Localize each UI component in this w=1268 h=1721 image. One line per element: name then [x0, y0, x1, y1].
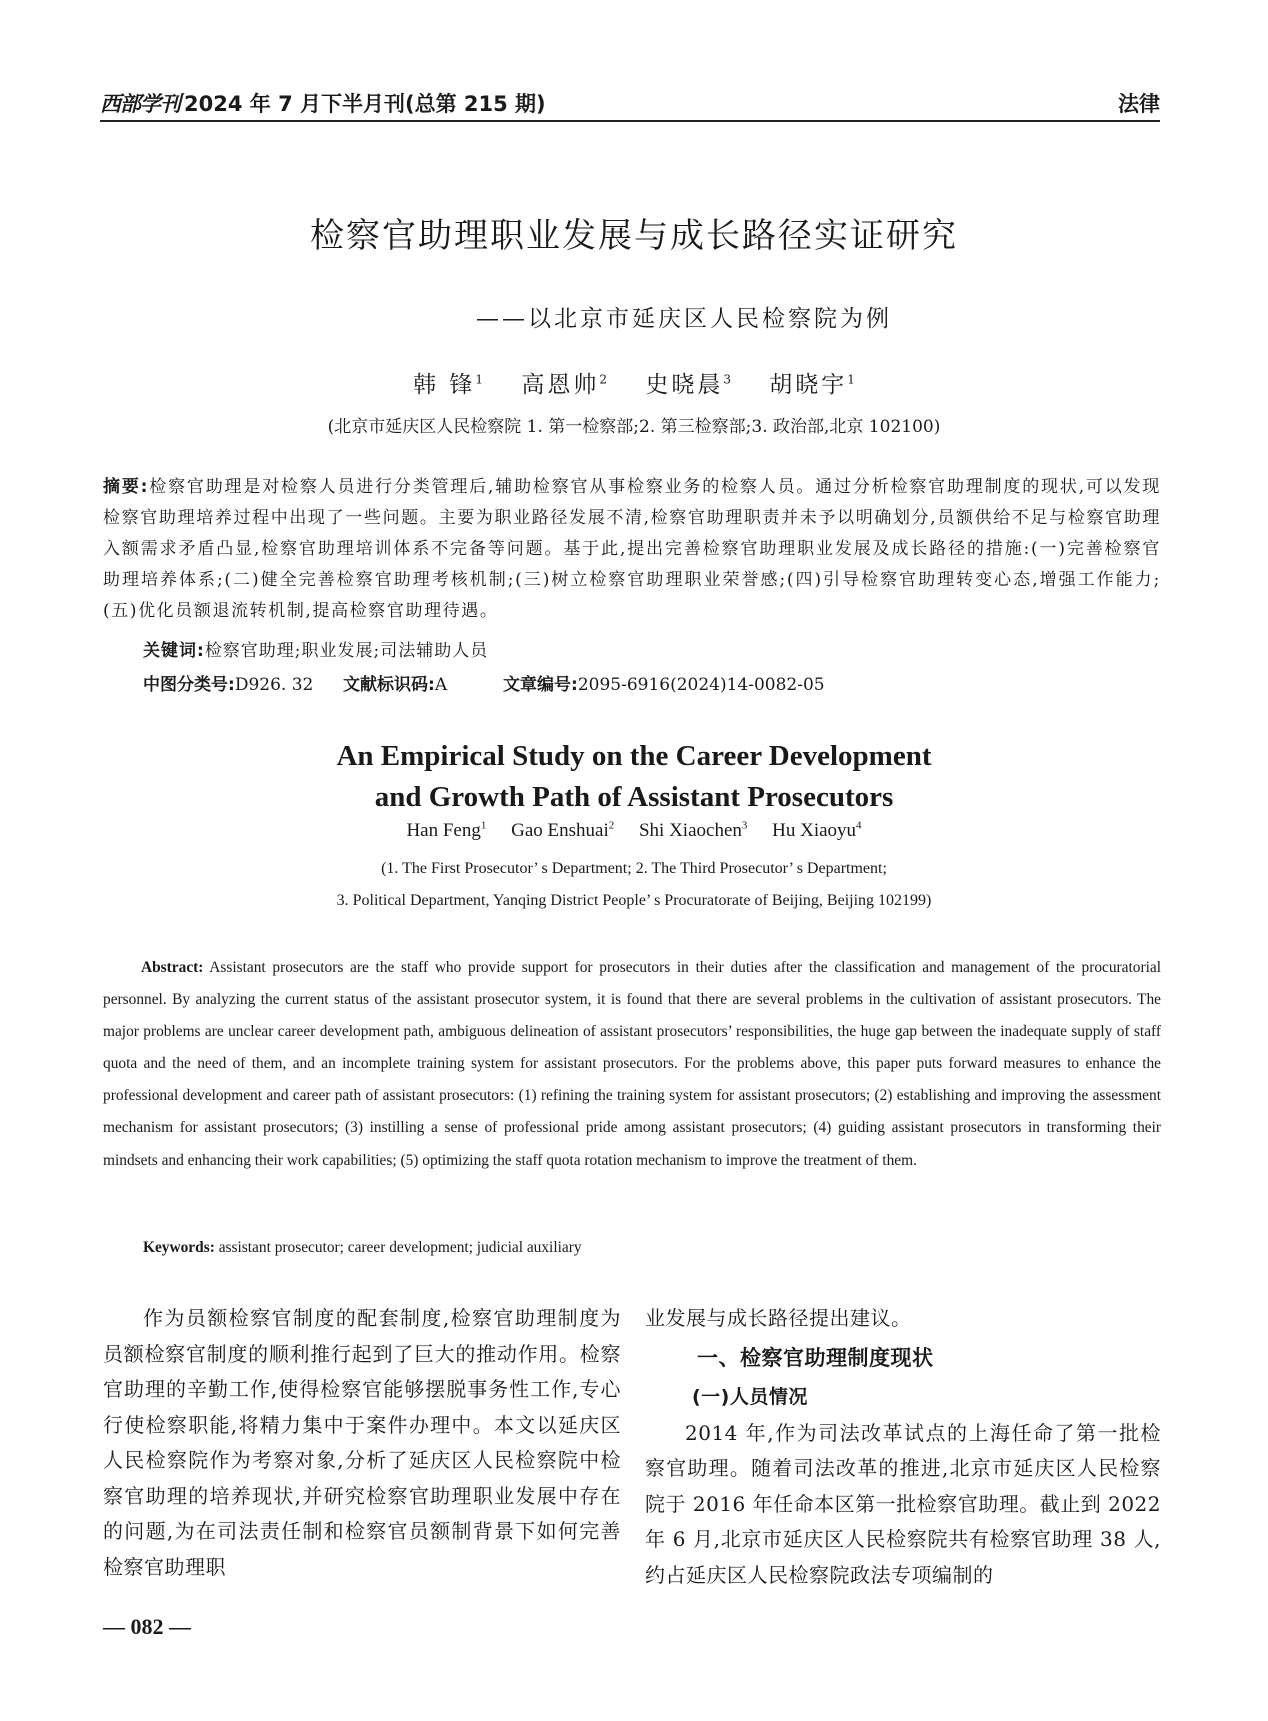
- author: Hu Xiaoyu$^4$: [772, 820, 862, 842]
- article-number-field: 文章编号:2095-6916(2024)14-0082-05: [503, 675, 825, 695]
- abstract-text: Assistant prosecutors are the staff who provide support for prosecutors in their duties after the classification and management of the procuratorial personnel. By analyzing the current status of the assistant prosecutor system, it is found that there are several problems in the cultivation of assistant prosecutors. The major problems are unclear career development path, ambiguous delineation of assistant prosecutors’ responsibilities, the huge gap between the inadequate supply of staff quota and the need of them, and an incomplete training system for assistant prosecutors. For the problems above, this paper puts forward measures to enhance the professional development and career path of assistant prosecutors: (1) refining the training system for assistant prosecutors; (2) establishing and improving the assessment mechanism for assistant prosecutors; (3) instilling a sense of professional pride among assistant prosecutors; (4) guiding assistant prosecutors in transforming their mindsets and enhancing their work capabilities; (5) optimizing the staff quota rotation mechanism to improve the treatment of them.: [103, 959, 1161, 1169]
- author: 胡晓宇$^1$: [769, 372, 855, 398]
- abstract-label: 摘要:: [103, 477, 150, 497]
- keywords-text: 检察官助理;职业发展;司法辅助人员: [204, 641, 489, 661]
- section-heading: 一、检察官助理制度现状: [697, 1345, 934, 1370]
- document-code-field: 文献标识码:A: [343, 675, 448, 695]
- author: 韩 锋$^1$: [413, 372, 484, 398]
- body-paragraph: 业发展与成长路径提出建议。: [645, 1306, 912, 1330]
- author: Han Feng$^1$: [406, 820, 487, 842]
- author: Gao Enshuai$^2$: [511, 820, 615, 842]
- keywords-label: Keywords:: [143, 1239, 215, 1256]
- abstract-text: 检察官助理是对检察人员进行分类管理后,辅助检察官从事检察业务的检察人员。通过分析检察官助理制度的现状,可以发现检察官助理培养过程中出现了一些问题。主要为职业路径发展不清,检察官助理职责并未予以明确划分,员额供给不足与检察官助理入额需求矛盾凸显,检察官助理培训体系不完备等问题。基于此,提出完善检察官助理职业发展及成长路径的措施:(一)完善检察官助理培养体系;(二)健全完善检察官助理考核机制;(三)树立检察官助理职业荣誉感;(四)引导检察官助理转变心态,增强工作能力;(五)优化员额退流转机制,提高检察官助理待遇。: [103, 477, 1161, 621]
- keywords-text: assistant prosecutor; career development; judicial auxiliary: [218, 1239, 582, 1256]
- author: Shi Xiaochen$^3$: [638, 820, 748, 842]
- chinese-abstract: [103, 472, 1161, 627]
- chinese-subtitle: ——以北京市延庆区人民检察院为例: [476, 306, 892, 332]
- journal-logo: 西部学刊: [100, 91, 180, 116]
- page-number: — 082 —: [103, 1614, 191, 1639]
- body-paragraph: 作为员额检察官制度的配套制度,检察官助理制度为员额检察官制度的顺利推行起到了巨大的推动作用。检察官助理的辛勤工作,使得检察官能够摆脱事务性工作,专心行使检察职能,将精力集中于案件办理中。本文以延庆区人民检察院作为考察对象,分析了延庆区人民检察院中检察官助理的培养现状,并研究检察官助理职业发展中存在的问题,为在司法责任制和检察官员额制背景下如何完善检察官助理职: [103, 1306, 621, 1579]
- body-paragraph: 2014 年,作为司法改革试点的上海任命了第一批检察官助理。随着司法改革的推进,北京市延庆区人民检察院于 2016 年任命本区第一批检察官助理。截止到 2022 年 6 月,北京市延庆区人民检察院共有检察官助理 38 人,约占延庆区人民检察院政法专项编制的: [645, 1420, 1161, 1587]
- body-column-left: [103, 1301, 621, 1585]
- keywords-label: 关键词:: [143, 641, 205, 661]
- abstract-label: Abstract:: [141, 959, 204, 976]
- english-affiliation-line1: (1. The First Prosecutor’ s Department; 2. The Third Prosecutor’ s Department;: [381, 860, 887, 877]
- author: 高恩帅$^2$: [521, 372, 607, 398]
- clc-field: 中图分类号:D926. 32: [143, 675, 314, 695]
- chinese-keywords: [143, 636, 488, 661]
- english-title: An Empirical Study on the Career Development and Growth Path of Assistant Prosecutors: [336, 740, 932, 813]
- chinese-title: 检察官助理职业发展与成长路径实证研究: [310, 216, 958, 256]
- subsection-heading: (一)人员情况: [692, 1385, 808, 1408]
- english-authors: [0, 820, 1268, 842]
- body-column-right: [645, 1301, 1161, 1593]
- english-keywords: [143, 1239, 582, 1257]
- issue-info: 2024 年 7 月下半月刊(总第 215 期): [184, 92, 546, 116]
- author: 史晓晨$^3$: [645, 372, 731, 398]
- english-affiliation-line2: 3. Political Department, Yanqing District People’ s Procuratorate of Beijing, Beijing 102199): [336, 892, 932, 909]
- chinese-authors: [0, 366, 1268, 399]
- chinese-affiliation: (北京市延庆区人民检察院 1. 第一检察部;2. 第三检察部;3. 政治部,北京 102100): [327, 417, 941, 437]
- running-header: [100, 86, 1160, 122]
- english-abstract: [103, 952, 1161, 1177]
- section-category: 法律: [1118, 92, 1160, 116]
